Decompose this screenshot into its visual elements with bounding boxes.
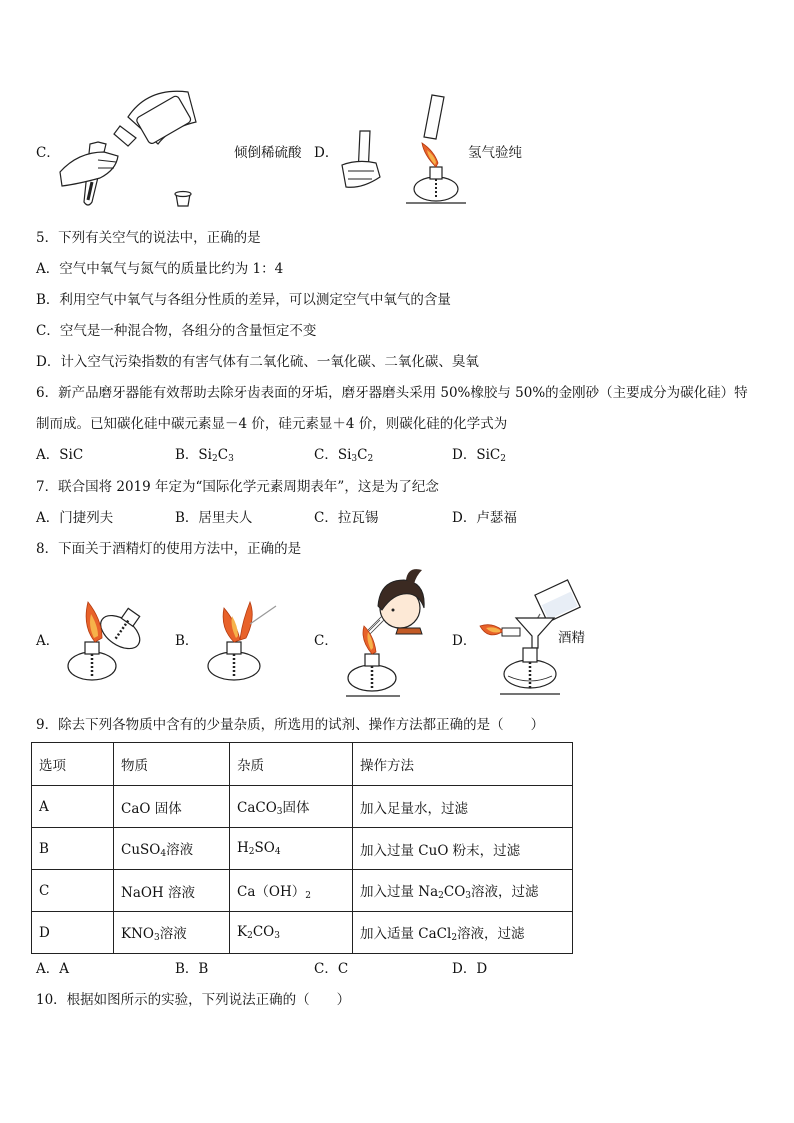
q6-stem-line2: 制而成。已知碳化硅中碳元素显－4 价，硅元素显＋4 价，则碳化硅的化学式为 [36, 416, 508, 432]
q8-option-a-letter: A． [36, 633, 60, 649]
q7-stem: 7．联合国将 2019 年定为“国际化学元素周期表年”，这是为了纪念 [36, 479, 439, 495]
q4-option-c-letter: C． [36, 145, 60, 161]
q6-option-c: C．$Si_3C_2$ [314, 447, 374, 464]
cell-method: 加入足量水，过滤 [353, 786, 573, 828]
q5-stem: 5．下列有关空气的说法中，正确的是 [36, 230, 261, 246]
q6-option-a: A．SiC [36, 447, 84, 463]
cell-option: C [32, 870, 114, 912]
cell-substance: CuSO$_4$溶液 [114, 828, 230, 870]
q7-option-b: B．居里夫人 [175, 510, 253, 526]
cell-option: D [32, 912, 114, 954]
hydrogen-purity-test-illustration [340, 93, 470, 208]
q9-option-d: D．D [452, 961, 488, 977]
table-row [32, 870, 573, 912]
q8-option-b-letter: B． [175, 633, 199, 649]
cell-method: 加入过量 $Na_2CO_3$溶液，过滤 [353, 870, 573, 912]
blowing-out-flame-illustration [338, 566, 438, 701]
q8-stem: 8．下面关于酒精灯的使用方法中，正确的是 [36, 541, 302, 557]
header-substance: 物质 [114, 743, 230, 786]
cell-impurity: CaCO$_3$固体 [230, 786, 353, 828]
q8-option-c-letter: C． [314, 633, 338, 649]
cell-impurity: $H_2SO_4$ [230, 828, 353, 870]
q4-option-c-caption: 倾倒稀硫酸 [234, 145, 302, 161]
q9-option-b: B．B [175, 961, 209, 977]
cell-substance: NaOH 溶液 [114, 870, 230, 912]
q7-option-c: C．拉瓦锡 [314, 510, 379, 526]
q9-option-a: A．A [36, 961, 69, 977]
q6-option-d: D．SiC$_2$ [452, 447, 506, 464]
q4-option-d-letter: D． [314, 145, 339, 161]
cell-option: A [32, 786, 114, 828]
q7-option-d: D．卢瑟福 [452, 510, 517, 526]
table-header-row [32, 743, 573, 786]
lamp-blowing-out-illustration [200, 596, 290, 686]
table-row [32, 828, 573, 870]
q9-table [31, 742, 573, 954]
cell-method: 加入适量 CaCl$_2$溶液，过滤 [353, 912, 573, 954]
cell-option: B [32, 828, 114, 870]
q10-stem: 10．根据如图所示的实验，下列说法正确的（ ） [36, 992, 351, 1008]
q6-option-b: B．$Si_2C_3$ [175, 447, 234, 464]
q7-option-a: A．门捷列夫 [36, 510, 114, 526]
table-row [32, 786, 573, 828]
cell-substance: $KNO_3$溶液 [114, 912, 230, 954]
header-option: 选项 [32, 743, 114, 786]
cell-method: 加入过量 CuO 粉末，过滤 [353, 828, 573, 870]
lamp-lighting-from-lamp-illustration [62, 596, 152, 686]
q4-option-d-caption: 氢气验纯 [468, 145, 522, 161]
q9-stem: 9．除去下列各物质中含有的少量杂质，所选用的试剂、操作方法都正确的是（ ） [36, 717, 545, 733]
q9-option-c: C．C [314, 961, 349, 977]
header-impurity: 杂质 [230, 743, 353, 786]
q8-option-d-label: 酒精 [558, 630, 585, 646]
q5-option-a: A．空气中氧气与氮气的质量比约为 1：4 [36, 261, 284, 277]
q6-stem-line1: 6．新产品磨牙器能有效帮助去除牙齿表面的牙垢，磨牙器磨头采用 50%橡胶与 50%的金刚砂（主要成分为碳化硅）特 [36, 385, 748, 401]
q5-option-b: B．利用空气中氧气与各组分性质的差异，可以测定空气中氧气的含量 [36, 292, 451, 308]
cell-impurity: $Ca(OH)_2$ [230, 870, 353, 912]
table-row [32, 912, 573, 954]
pouring-acid-illustration [58, 82, 208, 212]
q8-option-d-letter: D． [452, 633, 477, 649]
cell-substance: CaO 固体 [114, 786, 230, 828]
cell-impurity: $K_2CO_3$ [230, 912, 353, 954]
q5-option-c: C．空气是一种混合物，各组分的含量恒定不变 [36, 323, 317, 339]
header-method: 操作方法 [353, 743, 573, 786]
q5-option-d: D．计入空气污染指数的有害气体有二氧化硫、一氧化碳、二氧化碳、臭氧 [36, 354, 479, 370]
